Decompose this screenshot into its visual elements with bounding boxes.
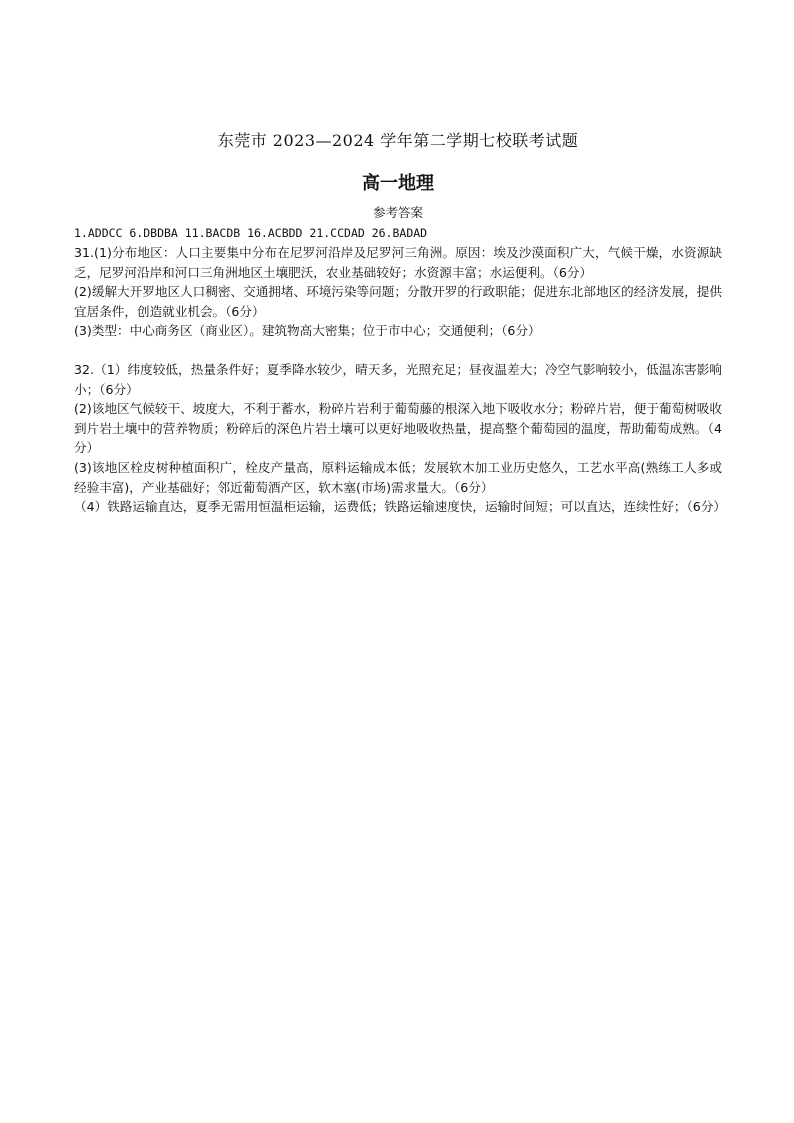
subject-heading: 高一地理 bbox=[362, 173, 434, 194]
q31-part2: (2)缓解大开罗地区人口稠密、交通拥堵、环境污染等问题；分散开罗的行政职能；促进东北部地区的经济发展，提供宜居条件，创造就业机会。（6分） bbox=[74, 284, 722, 319]
q32-part2: (2)该地区气候较干、坡度大，不利于蓄水，粉碎片岩利于葡萄藤的根深入地下吸收水分；粉碎片岩，便于葡萄树吸收到片岩土壤中的营养物质；粉碎后的深色片岩土壤可以更好地吸收热量，提高整个葡萄园的温度，帮助葡萄成熟。（4分） bbox=[74, 401, 722, 456]
multiple-choice-answers: 1.ADDCC 6.DBDBA 11.BACDB 16.ACBDD 21.CCDAD 26.BADAD bbox=[74, 226, 428, 240]
answer-body bbox=[74, 224, 727, 517]
q31-part3: (3)类型：中心商务区（商业区）。建筑物高大密集；位于市中心；交通便利；（6分） bbox=[74, 323, 541, 339]
q31-part1: 31.(1)分布地区：人口主要集中分布在尼罗河沿岸及尼罗河三角洲。原因：埃及沙漠面积广大，气候干燥，水资源缺乏，尼罗河沿岸和河口三角洲地区土壤肥沃，农业基础较好；水资源丰富；水运便利。（6分） bbox=[74, 245, 722, 280]
section-spacer bbox=[74, 341, 722, 360]
q32-part3: (3)该地区栓皮树种植面积广，栓皮产量高，原料运输成本低；发展软木加工业历史悠久，工艺水平高(熟练工人多或经验丰富)，产业基础好；邻近葡萄酒产区，软木塞(市场)需求量大。（6分） bbox=[74, 459, 722, 495]
q32-part4: （4）铁路运输直达，夏季无需用恒温柜运输，运费低；铁路运输速度快，运输时间短；可以直达，连续性好；（6分） bbox=[74, 499, 727, 515]
exam-title: 东莞市 2023—2024 学年第二学期七校联考试题 bbox=[217, 131, 579, 150]
q32-part1: 32.（1）纬度较低，热量条件好；夏季降水较少，晴天多，光照充足；昼夜温差大；冷空气影响较小，低温冻害影响小；（6分） bbox=[74, 361, 722, 397]
answer-key-heading: 参考答案 bbox=[372, 205, 423, 220]
